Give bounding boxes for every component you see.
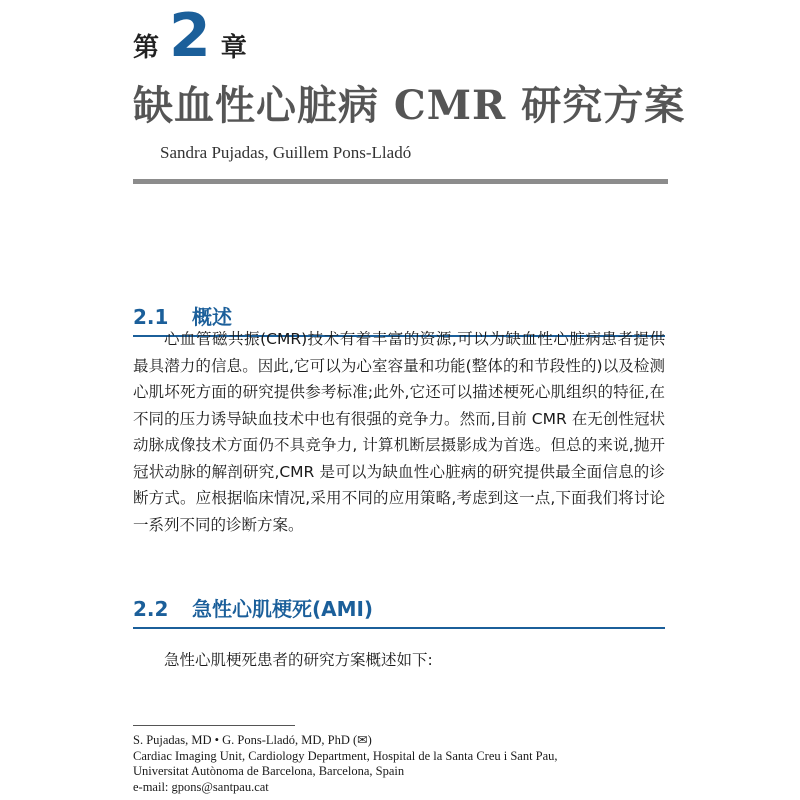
footnote-university: Universitat Autònoma de Barcelona, Barcelona, Spain xyxy=(133,764,405,778)
footnote xyxy=(133,733,673,795)
footnote-authors: S. Pujadas, MD • G. Pons-Lladó, MD, PhD (✉) xyxy=(133,733,372,747)
footnote-affiliation: Cardiac Imaging Unit, Cardiology Department, Hospital de la Santa Creu i Sant Pau, xyxy=(133,748,558,763)
chapter-label xyxy=(133,1,247,71)
section-number: 2.1 xyxy=(133,305,169,329)
chapter-number: 2 xyxy=(169,1,211,71)
chapter-divider xyxy=(133,179,668,184)
section-paragraph-2-1: 心血管磁共振(CMR)技术有着丰富的资源,可以为缺血性心脏病患者提供最具潜力的信息。因此,它可以为心室容量和功能(整体的和节段性的)以及检测心肌坏死方面的研究提供参考标准;此外,它还可以描述梗死心肌组织的特征,在不同的压力诱导缺血技术中也有很强的竞争力。然而,目前 CMR 在无创性冠状动脉成像技术方面仍不具竞争力, 计算机断层摄影成为首选。但总的来说,抛开冠状动脉的解剖研究,CMR 是可以为缺血性心脏病的研究提供最全面信息的诊断方式。应根据临床情况,采用不同的应用策略,考虑到这一点,下面我们将讨论一系列不同的诊断方案。 xyxy=(133,330,665,534)
section-title: 概述 xyxy=(191,305,232,329)
section-title: 急性心肌梗死(AMI) xyxy=(191,597,374,621)
chapter-title: 缺血性心脏病 CMR 研究方案 xyxy=(133,82,686,129)
section-paragraph-2-2: 急性心肌梗死患者的研究方案概述如下: xyxy=(164,651,433,669)
chapter-authors: Sandra Pujadas, Guillem Pons-Lladó xyxy=(160,143,412,162)
footnote-email: e-mail: gpons@santpau.cat xyxy=(133,779,269,794)
chapter-prefix: 第 xyxy=(133,33,160,63)
section-heading-2-2 xyxy=(133,593,665,629)
footnote-divider xyxy=(133,725,295,726)
section-number: 2.2 xyxy=(133,597,169,621)
chapter-suffix: 章 xyxy=(220,33,247,63)
